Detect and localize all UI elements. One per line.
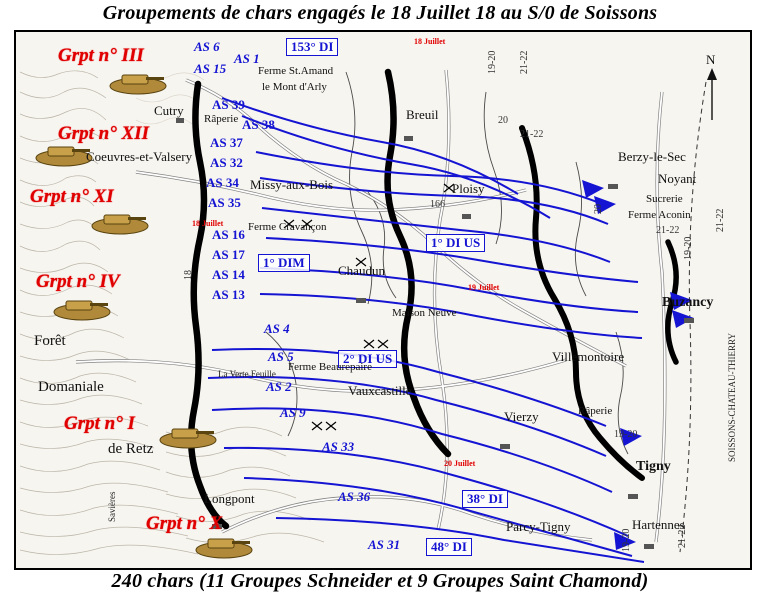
place-cutry: Cutry (154, 103, 184, 118)
map-vector-layer (16, 32, 746, 564)
as-17-label: AS 17 (212, 247, 245, 262)
as-6-label: AS 6 (194, 39, 220, 54)
tank-icon-grpt-iii (106, 70, 170, 96)
division-48di-box: 48° DI (426, 538, 472, 556)
as-16-label: AS 16 (212, 227, 245, 242)
place-de-retz: de Retz (108, 441, 154, 457)
place-raperie-nord: Râperie (204, 113, 239, 125)
as-35-label: AS 35 (208, 195, 241, 210)
grid-166: 166 (430, 199, 445, 210)
grid-1920-bot: 19-20 (621, 528, 632, 552)
place-ferme-cravancon: Ferme Cravançon (248, 221, 327, 233)
grpt-i-label: Grpt n° I (64, 413, 135, 434)
as-38-label: AS 38 (242, 117, 275, 132)
division-2dius-box: 2° DI US (338, 350, 397, 368)
grid-2122-top: 21-22 (519, 50, 530, 74)
tank-icon-grpt-i (156, 424, 220, 450)
grid-18: 18 (183, 270, 194, 280)
grid-2122-bot: 21-22 (677, 524, 688, 548)
as-32-label: AS 32 (210, 155, 243, 170)
place-maison-neuve-l1: Maison Neuve (392, 307, 457, 319)
tank-icon-grpt-iv (50, 296, 114, 322)
place-domaniale: Domaniale (38, 379, 104, 395)
place-ferme-beaurepaire: Ferme Beaurepaire (288, 361, 372, 373)
as-36-label: AS 36 (338, 489, 371, 504)
place-noyant: Noyant (658, 171, 697, 186)
page-title-bottom: 240 chars (11 Groupes Schneider et 9 Groupes Saint Chamond) (111, 570, 649, 592)
grpt-xi-label: Grpt n° XI (30, 186, 114, 207)
grpt-xii-label: Grpt n° XII (58, 123, 150, 144)
date-mark-19juillet: 19 Juillet (468, 283, 500, 292)
as-15-label: AS 15 (194, 61, 227, 76)
grid-2122-mid: 21-22 (656, 225, 680, 236)
place-villemontoire: Villemontoire (552, 349, 625, 364)
place-hartennes: Hartennes (632, 517, 685, 532)
place-savieres: Savières (107, 491, 117, 522)
compass-label: N (706, 52, 716, 67)
as-4-label: AS 4 (264, 321, 290, 336)
division-1dius-box: 1° DI US (426, 234, 485, 252)
grpt-iv-label: Grpt n° IV (36, 271, 120, 292)
as-37-label: AS 37 (210, 135, 243, 150)
grid-2122-low: 21-22 (715, 208, 726, 232)
place-vauxcastille: Vauxcastille (348, 383, 412, 398)
tank-icon-grpt-x (192, 534, 256, 560)
place-le-mont-darly: le Mont d'Arly (262, 81, 327, 93)
place-berzy-le-sec: Berzy-le-Sec (618, 149, 686, 164)
grid-1920-top: 19-20 (487, 50, 498, 74)
as-33-label: AS 33 (322, 439, 355, 454)
place-foret: Forêt (34, 333, 66, 349)
place-soissons-chateau-thierry: SOISSONS-CHATEAU-THIERRY (727, 332, 737, 462)
grid-20-mid: 20 (593, 204, 604, 214)
grid-2122-b: 21-22 (520, 129, 544, 140)
as-9-label: AS 9 (280, 405, 306, 420)
date-mark-18juillet-top: 18 Juillet (414, 37, 446, 46)
place-ploisy: Ploisy (452, 181, 485, 196)
as-39-label: AS 39 (212, 97, 245, 112)
place-coeuvres: Coeuvres-et-Valsery (86, 149, 193, 164)
place-parcy-tigny: Parcy-Tigny (506, 519, 571, 534)
compass-arrow-icon (702, 68, 722, 122)
map-canvas (14, 30, 752, 570)
division-153di-box: 153° DI (286, 38, 338, 56)
as-1-label: AS 1 (234, 51, 260, 66)
as-2-label: AS 2 (266, 379, 292, 394)
place-vierzy: Vierzy (504, 409, 539, 424)
as-14-label: AS 14 (212, 267, 245, 282)
place-ferme-st-amand: Ferme St.Amand (258, 65, 334, 77)
place-missy-aux-bois: Missy-aux-Bois (250, 177, 334, 192)
grpt-iii-label: Grpt n° III (58, 45, 144, 66)
place-sucrerie: Sucrerie (646, 193, 683, 205)
as-5-label: AS 5 (268, 349, 294, 364)
as-31-label: AS 31 (368, 537, 401, 552)
place-chaudun: Chaudun (338, 263, 385, 278)
place-la-verte-feuille: La Verte Feuille (218, 369, 276, 379)
tank-icon-grpt-xi (88, 210, 152, 236)
place-ferme-aconin: Ferme Aconin (628, 209, 691, 221)
division-38di-box: 38° DI (462, 490, 508, 508)
date-mark-18juillet-left: 18 Juillet (192, 219, 224, 228)
grpt-x-label: Grpt n° X (146, 513, 223, 534)
as-13-label: AS 13 (212, 287, 245, 302)
division-1dim-box: 1° DIM (258, 254, 310, 272)
as-34-label: AS 34 (206, 175, 239, 190)
grid-1920-low: 19-20 (614, 429, 638, 440)
grid-20: 20 (498, 115, 508, 126)
place-tigny: Tigny (636, 459, 671, 474)
place-longpont: Longpont (204, 491, 255, 506)
page-title-top: Groupements de chars engagés le 18 Juillet 18 au S/0 de Soissons (102, 2, 658, 24)
grid-1920-mid: 19-20 (683, 236, 694, 260)
place-breuil: Breuil (406, 107, 439, 122)
date-mark-20juillet: 20 Juillet (444, 459, 476, 468)
place-raperie-sud: Râperie (578, 405, 613, 417)
place-buzancy: Buzancy (662, 295, 714, 310)
